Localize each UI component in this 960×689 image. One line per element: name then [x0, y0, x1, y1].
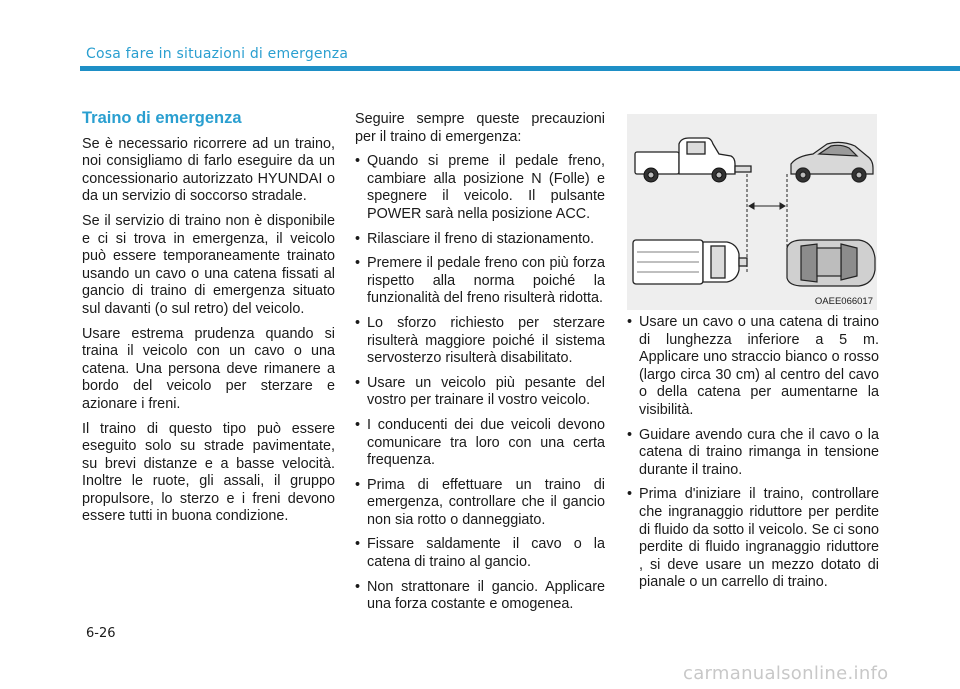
list-item: • Rilasciare il freno di stazionamento.	[355, 231, 605, 249]
paragraph-3: Usare estrema prudenza quando si traina il veicolo con un cavo o una catena. Una persona deve rimanere a bordo del veicolo per sterzare e azionare i freni.	[82, 325, 335, 412]
list-item: • Premere il pedale freno con più forza rispetto alla norma poiché la funzionalità del freno risulterà ridotta.	[355, 255, 605, 308]
list-item: • Non strattonare il gancio. Applicare una forza costante e omogenea.	[355, 579, 605, 614]
watermark: carmanualsonline.info	[683, 663, 889, 684]
car-top-icon	[787, 240, 875, 286]
list-item: • Lo sforzo richiesto per sterzare risulterà maggiore poiché il sistema servosterzo risulterà disabilitato.	[355, 315, 605, 368]
car-side-icon	[791, 142, 873, 182]
distance-arrow	[749, 203, 785, 209]
list-item: • Usare un cavo o una catena di traino di lunghezza inferiore a 5 m. Applicare uno straccio bianco o rosso (largo circa 30 cm) al centro del cavo o della catena per aumentarne la visibilità.	[627, 314, 879, 420]
column-3	[627, 314, 879, 599]
page-number: 6-26	[86, 626, 116, 641]
chapter-title: Cosa fare in situazioni di emergenza	[86, 46, 349, 62]
tow-truck-top-icon	[633, 240, 747, 284]
header-divider	[80, 66, 960, 71]
list-item: • Usare un veicolo più pesante del vostro per trainare il vostro veicolo.	[355, 375, 605, 410]
list-item: • Guidare avendo cura che il cavo o la catena di traino rimanga in tensione durante il traino.	[627, 427, 879, 480]
list-item: • Fissare saldamente il cavo o la catena di traino al gancio.	[355, 536, 605, 571]
section-title: Traino di emergenza	[82, 109, 242, 127]
towing-illustration	[627, 114, 877, 310]
towing-tips-list	[627, 314, 879, 592]
precautions-intro: Seguire sempre queste precauzioni per il traino di emergenza:	[355, 111, 605, 145]
distance-guides	[747, 174, 787, 274]
list-item: • Prima d'iniziare il traino, controllare che ingranaggio riduttore per perdite di fluido da sotto il veicolo. Se ci sono perdite di fluido ingranaggio riduttore , si deve usare un mezzo dotato di pianale o un carrello di traino.	[627, 486, 879, 592]
list-item: • I conducenti dei due veicoli devono comunicare tra loro con una certa frequenza.	[355, 417, 605, 470]
column-1	[82, 110, 335, 533]
paragraph-1: Se è necessario ricorrere ad un traino, noi consigliamo di farlo eseguire da un concessionario autorizzato HYUNDAI o da un servizio di soccorso stradale.	[82, 135, 335, 205]
precautions-list	[355, 153, 605, 614]
list-item: • Quando si preme il pedale freno, cambiare alla posizione N (Folle) e spegnere il veicolo. Il pulsante POWER sarà nella posizione ACC.	[355, 153, 605, 223]
figure-code: OAEE066017	[814, 296, 873, 307]
paragraph-4: Il traino di questo tipo può essere eseguito solo su strade pavimentate, su brevi distanze e a basse velocità. Inoltre le ruote, gli assali, il gruppo propulsore, lo sterzo e i freni devono essere tutti in buona condizione.	[82, 420, 335, 525]
column-2	[355, 111, 605, 621]
tow-truck-and-car-diagram	[627, 114, 877, 310]
list-item: • Prima di effettuare un traino di emergenza, controllare che il gancio non sia rotto o danneggiato.	[355, 477, 605, 530]
paragraph-2: Se il servizio di traino non è disponibile e ci si trova in emergenza, il veicolo può essere temporaneamente trainato usando un cavo o una catena fissati al gancio di traino di emergenza situato sul davanti (o sul retro) del veicolo.	[82, 212, 335, 317]
